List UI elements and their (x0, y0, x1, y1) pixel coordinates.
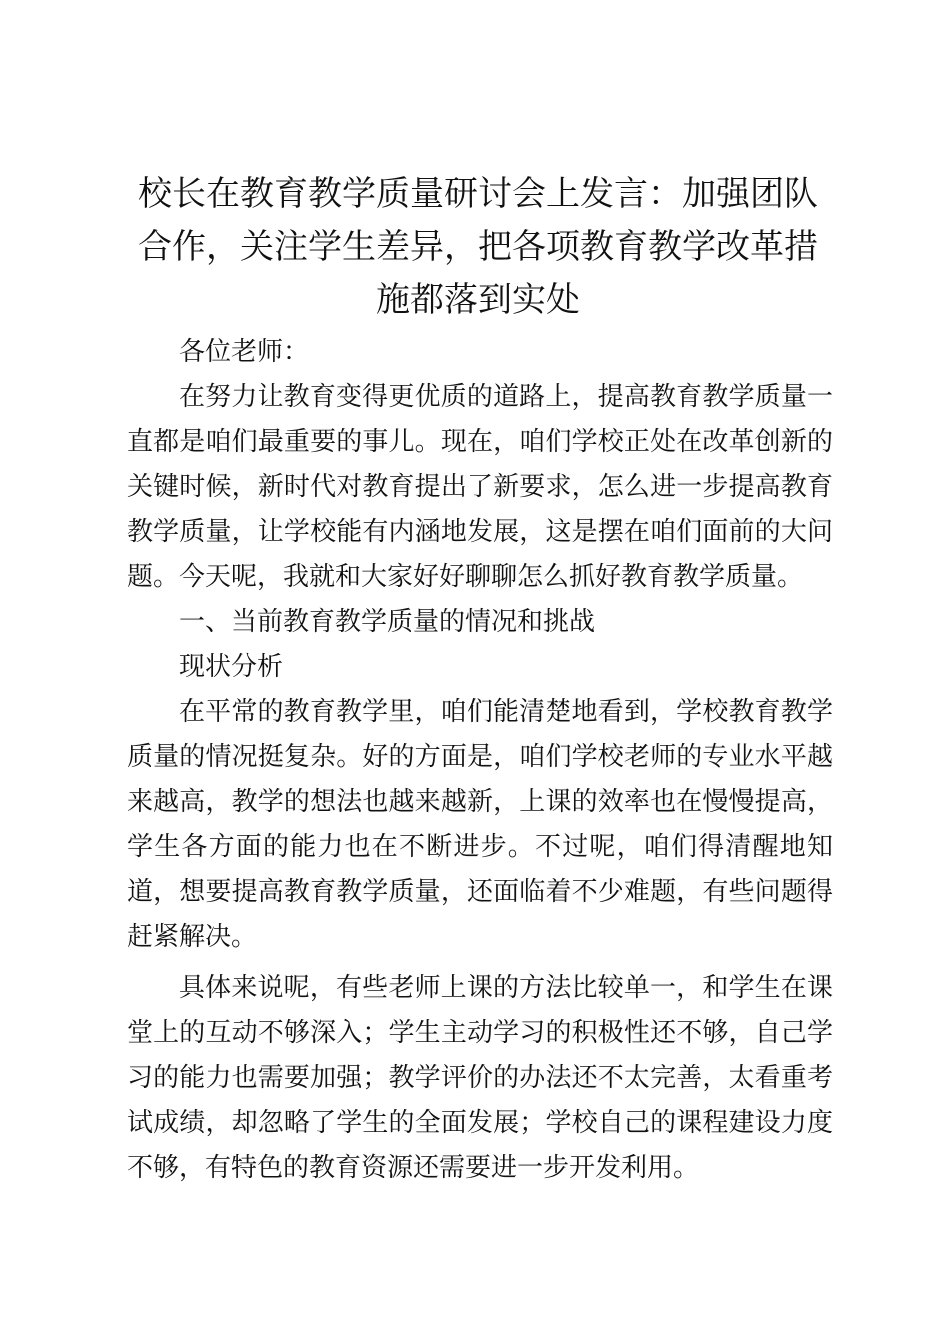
body-paragraph: 具体来说呢，有些老师上课的方法比较单一，和学生在课堂上的互动不够深入；学生主动学习的积极性还不够，自己学习的能力也需要加强；教学评价的办法还不太完善，太看重考试成绩，却忽略了学生的全面发展；学校自己的课程建设力度不够，有特色的教育资源还需要进一步开发利用。 (127, 973, 833, 1183)
body-paragraph: 在平常的教育教学里，咱们能清楚地看到，学校教育教学质量的情况挺复杂。好的方面是，咱们学校老师的专业水平越来越高，教学的想法也越来越新，上课的效率也在慢慢提高，学生各方面的能力也在不断进步。不过呢，咱们得清醒地知道，想要提高教育教学质量，还面临着不少难题，有些问题得赶紧解决。 (127, 697, 833, 952)
subsection-heading: 现状分析 (179, 652, 284, 682)
document-title: 校长在教育教学质量研讨会上发言：加强团队合作，关注学生差异，把各项教育教学改革措施都落到实处 (138, 174, 818, 320)
intro-paragraph: 在努力让教育变得更优质的道路上，提高教育教学质量一直都是咱们最重要的事儿。现在，咱们学校正处在改革创新的关键时候，新时代对教育提出了新要求，怎么进一步提高教育教学质量，让学校能有内涵地发展，这是摆在咱们面前的大问题。今天呢，我就和大家好好聊聊怎么抓好教育教学质量。 (127, 382, 833, 592)
salutation: 各位老师： (179, 337, 310, 367)
document-body (127, 330, 833, 1191)
section-heading: 一、当前教育教学质量的情况和挑战 (179, 607, 596, 637)
